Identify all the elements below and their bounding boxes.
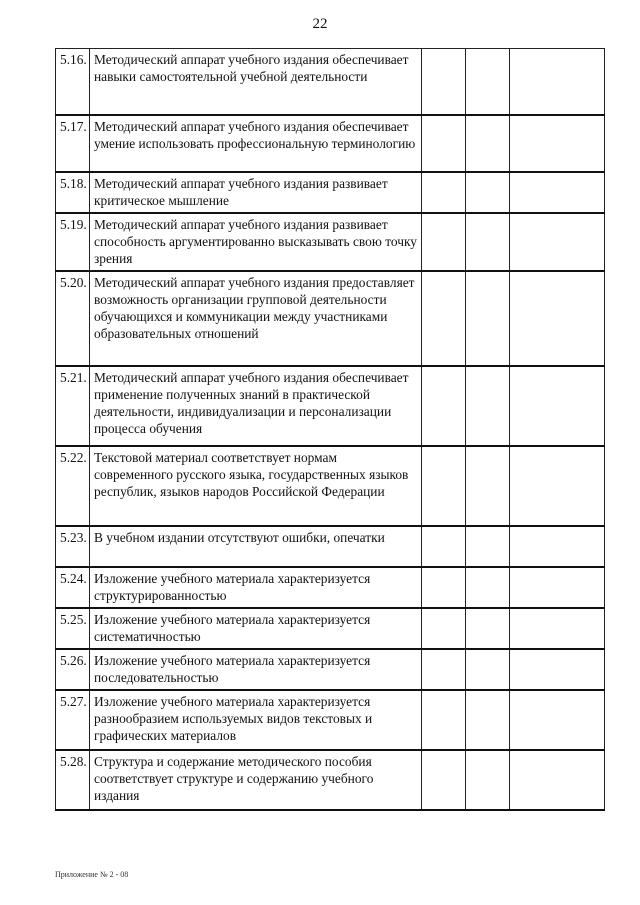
blank-cell	[422, 366, 466, 446]
blank-cell	[510, 649, 605, 690]
blank-cell	[466, 213, 510, 271]
item-number: 5.20.	[56, 271, 90, 366]
item-number: 5.17.	[56, 115, 90, 172]
table-row	[56, 115, 605, 172]
page-number: 22	[312, 16, 328, 32]
criterion-text: Текстовой материал соответствует нормам современного русского языка, государственных языков республик, языков народов Российской Федерации	[90, 446, 422, 526]
table-row	[56, 49, 605, 115]
item-number: 5.19.	[56, 213, 90, 271]
blank-cell	[466, 567, 510, 608]
blank-cell	[466, 366, 510, 446]
item-number: 5.16.	[56, 49, 90, 115]
blank-cell	[422, 49, 466, 115]
table-row	[56, 608, 605, 649]
table-row	[56, 271, 605, 366]
criterion-text: Изложение учебного материала характеризуется разнообразием используемых видов текстовых и графических материалов	[90, 690, 422, 750]
blank-cell	[466, 690, 510, 750]
blank-cell	[510, 526, 605, 567]
blank-cell	[422, 567, 466, 608]
criterion-text: Методический аппарат учебного издания обеспечивает применение полученных знаний в практической деятельности, индивидуализации и персонализации процесса обучения	[90, 366, 422, 446]
blank-cell	[422, 115, 466, 172]
item-number: 5.26.	[56, 649, 90, 690]
criterion-text: Методический аппарат учебного издания предоставляет возможность организации групповой деятельности обучающихся и коммуникации между участниками образовательных отношений	[90, 271, 422, 366]
blank-cell	[510, 271, 605, 366]
blank-cell	[510, 567, 605, 608]
criterion-text: Методический аппарат учебного издания развивает критическое мышление	[90, 172, 422, 213]
criterion-text: Методический аппарат учебного издания развивает способность аргументированно высказывать свою точку зрения	[90, 213, 422, 271]
item-number: 5.24.	[56, 567, 90, 608]
blank-cell	[466, 526, 510, 567]
table-row	[56, 750, 605, 810]
criterion-text: Структура и содержание методического пособия соответствует структуре и содержанию учебного издания	[90, 750, 422, 810]
blank-cell	[510, 750, 605, 810]
blank-cell	[422, 446, 466, 526]
blank-cell	[466, 446, 510, 526]
blank-cell	[510, 446, 605, 526]
blank-cell	[422, 526, 466, 567]
table-row	[56, 649, 605, 690]
criterion-text: Методический аппарат учебного издания обеспечивает умение использовать профессиональную терминологию	[90, 115, 422, 172]
table-row	[56, 446, 605, 526]
blank-cell	[510, 608, 605, 649]
criteria-rows	[56, 49, 605, 810]
criterion-text: В учебном издании отсутствуют ошибки, опечатки	[90, 526, 422, 567]
table-row	[56, 213, 605, 271]
item-number: 5.18.	[56, 172, 90, 213]
blank-cell	[422, 750, 466, 810]
criterion-text: Методический аппарат учебного издания обеспечивает навыки самостоятельной учебной деятельности	[90, 49, 422, 115]
blank-cell	[422, 690, 466, 750]
blank-cell	[510, 366, 605, 446]
blank-cell	[422, 649, 466, 690]
blank-cell	[466, 608, 510, 649]
criterion-text: Изложение учебного материала характеризуется систематичностью	[90, 608, 422, 649]
table-row	[56, 366, 605, 446]
blank-cell	[510, 690, 605, 750]
table-row	[56, 567, 605, 608]
blank-cell	[422, 213, 466, 271]
blank-cell	[510, 115, 605, 172]
blank-cell	[466, 649, 510, 690]
table-row	[56, 690, 605, 750]
item-number: 5.28.	[56, 750, 90, 810]
blank-cell	[422, 608, 466, 649]
item-number: 5.23.	[56, 526, 90, 567]
blank-cell	[510, 49, 605, 115]
table-row	[56, 172, 605, 213]
item-number: 5.21.	[56, 366, 90, 446]
criterion-text: Изложение учебного материала характеризуется последовательностью	[90, 649, 422, 690]
blank-cell	[510, 213, 605, 271]
footer-note: Приложение № 2 - 08	[55, 870, 129, 879]
blank-cell	[466, 115, 510, 172]
blank-cell	[466, 271, 510, 366]
blank-cell	[466, 49, 510, 115]
table-row	[56, 526, 605, 567]
item-number: 5.27.	[56, 690, 90, 750]
criteria-table	[55, 48, 605, 811]
item-number: 5.25.	[56, 608, 90, 649]
item-number: 5.22.	[56, 446, 90, 526]
criterion-text: Изложение учебного материала характеризуется структурированностью	[90, 567, 422, 608]
blank-cell	[510, 172, 605, 213]
blank-cell	[466, 750, 510, 810]
blank-cell	[422, 172, 466, 213]
blank-cell	[466, 172, 510, 213]
blank-cell	[422, 271, 466, 366]
